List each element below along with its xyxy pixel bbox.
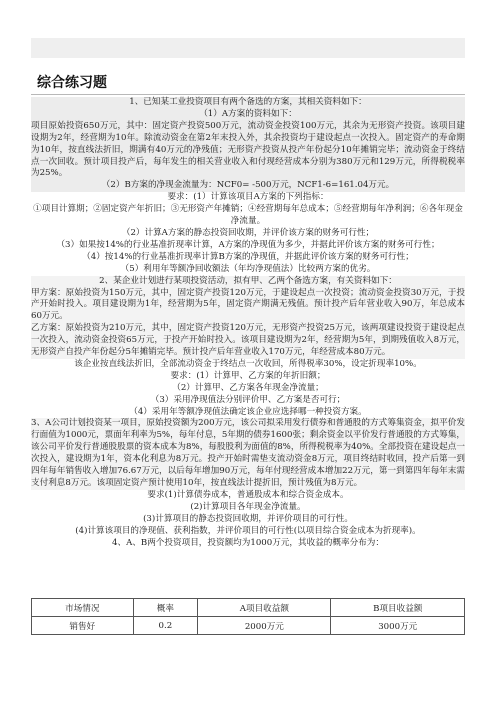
table-header-cell: 市场情况 [32, 599, 134, 617]
document-body [31, 97, 465, 549]
question-1-requirement-2: （2）计算A方案的静态投资回收期，并评价该方案的财务可行性； [121, 227, 375, 238]
question-3-requirement-2: (2)计算项目各年现金净流量。 [190, 501, 306, 512]
question-2-requirement-3: （3）采用净现值法分别评价甲、乙方案是否可行； [150, 394, 346, 405]
table-header-cell: A项目收益额 [198, 599, 331, 617]
question-1-part-a-text: 项目原始投资650万元，其中：固定资产投资500万元，流动资金投资100万元，其余为无形资产投资。该项目建设期为2年，经营期为10年。除流动资金在第2年末投入外，其余投资均于建设起点一次投入。固定资产的寿命期为10年，按直线法折旧，期满有40万元的净残值；无形资产投资从投产年份起分10年摊销完毕；流动资金于终结点一次回收。预计项目投产后，每年发生的相关营业收入和付现经营成本分别为380万元和129万元，所得税税率为25%。 [31, 120, 465, 179]
table-header-cell: 概率 [133, 599, 198, 617]
page-title: 综合练习题 [37, 75, 107, 91]
question-3-requirement-3: (3)计算项目的静态投资回收期，并评价项目的可行性。 [143, 513, 353, 524]
question-2-assumptions: 该企业按直线法折旧，全部流动资金于终结点一次收回，所得税率30%，设定折现率10%。 [74, 358, 422, 369]
question-2-heading: 2、某企业计划进行某项投资活动，拟有甲、乙两个备选方案，有关资料如下： [31, 276, 465, 288]
table-row [32, 617, 465, 635]
question-1-part-b-text: （2）B方案的净现金流量为：NCF0= -500万元，NCF1-6=161.04万元。 [31, 180, 465, 192]
question-1-part-a-heading: （1）A方案的资料如下： [31, 109, 465, 121]
header-bar [31, 38, 465, 58]
table-header-cell: B项目收益额 [331, 599, 465, 617]
question-1-heading: 1、已知某工业投资项目有两个备选的方案，其相关资料如下： [31, 97, 465, 109]
question-2-requirement-1: 要求：(1）计算甲、乙方案的年折旧额； [170, 370, 326, 381]
question-1-indicators: ①项目计算期；②固定资产年折旧；③无形资产年摊销；④经营期每年总成本；⑤经营期每年净利润；⑥各年现金净流量。 [33, 204, 463, 227]
table-cell: 销售好 [32, 617, 134, 635]
question-2-plan-yi: 乙方案：原始投资为210万元，其中，固定资产投资120万元，无形资产投资25万元，该两项建设投资于建设起点一次投入，流动资金投资65万元，于投产开始时投入。该项目建设期为2年，经营期为5年，到期残值收入8万元，无形资产自投产年份起分5年摊销完毕。预计投产后年营业收入170万元，年经营成本80万元。 [31, 323, 465, 358]
table-header-row [32, 599, 465, 617]
question-2-plan-jia: 甲方案：原始投资为150万元，其中，固定资产投资120万元，于建设起点一次投资；流动资金投资30万元，于投产开始时投入。项目建设期为1年，经营期为5年，固定资产期满无残值。预计投产后年营业收入90万，年总成本60万元。 [31, 287, 465, 322]
question-1-requirement-5: （5）利用年等额净回收额法（年均净现值法）比较两方案的优劣。 [120, 263, 376, 274]
question-4-heading: 4、A、B两个投资项目，投资额均为1000万元，其收益的概率分布为： [112, 537, 384, 548]
title-divider [31, 94, 465, 95]
question-1-requirement: 要求：(1）计算该项目A方案的下列指标： [167, 192, 329, 203]
question-3-requirement-4: (4)计算该项目的净现值、获利指数，并评价项目的可行性(以项目综合资金成本为折现率)。 [75, 525, 421, 536]
table-cell: 2000万元 [198, 617, 331, 635]
question-3-text: 3、A公司计划投资某一项目，原始投资额为200万元，该公司拟采用发行债券和普通股的方式筹集资金，拟平价发行面值为1000元，票面年利率为5%，每年付息，5年期的债券1600张；剩余资金以平价发行普通股的方式筹集，该公司平价发行普通股股票的资本成本为8%，每股股利为面值的8%，所得税税率为40%。全部投资在建设起点一次投入，建设期为1年，资本化利息为8万元。投产开始时需垫支流动资金8万元，项目终结时收回，投产后第一到四年每年销售收入增加76.67万元，以后每年增加90万元，每年付现经营成本增加22万元，第一到第四年每年末需支付利息8万元。该项固定资产预计使用10年，按直线法计提折旧，预计残值为8万元。 [31, 418, 466, 488]
question-3-requirement-1: 要求(1)计算债券成本，普通股成本和综合资金成本。 [147, 489, 349, 500]
question-2-requirement-4: （4）采用年等额净现值法确定该企业应选择哪一种投资方案。 [129, 406, 367, 417]
question-2-requirement-2: （2）计算甲、乙方案各年现金净流量； [172, 382, 324, 393]
question-1-requirement-3: （3）如果按14%的行业基准折现率计算，A方案的净现值为多少，并据此评价该方案的财务可行性； [56, 239, 440, 250]
table-cell: 0.2 [133, 617, 198, 635]
question-1-requirement-4: （4）按14%的行业基准折现率计算B方案的净现值，并据此评价该方案的财务可行性； [82, 251, 414, 262]
probability-table [31, 598, 465, 635]
table-cell: 3000万元 [331, 617, 465, 635]
